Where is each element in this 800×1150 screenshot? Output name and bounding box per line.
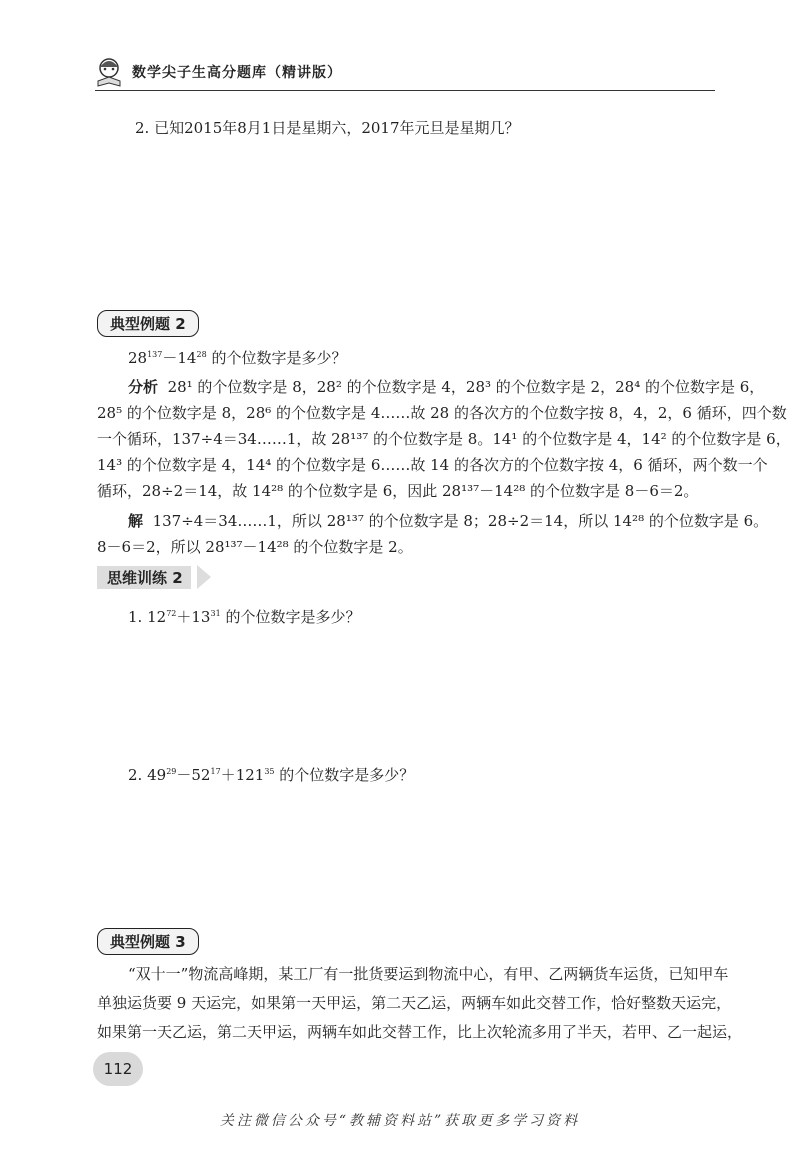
analysis-label: 分析 — [128, 378, 159, 396]
header-divider — [95, 90, 715, 91]
analysis-line-2: 28⁵ 的个位数字是 8，28⁶ 的个位数字是 4……故 28 的各次方的个位数字按 8，4，2，6 循环，四个数 — [97, 404, 787, 422]
example-3-line-3: 如果第一天乙运，第二天甲运，两辆车如此交替工作，比上次轮流多用了半天，若甲、乙一起运， — [97, 1023, 743, 1041]
analysis-line-3: 一个循环，137÷4＝34……1，故 28¹³⁷ 的个位数字是 8。14¹ 的个位数字是 4，14² 的个位数字是 6， — [97, 430, 791, 448]
previous-question-2: 2. 已知2015年8月1日是星期六，2017年元旦是星期几？ — [135, 119, 520, 137]
page-number: 112 — [93, 1052, 143, 1086]
analysis-line-4: 14³ 的个位数字是 4，14⁴ 的个位数字是 6……故 14 的各次方的个位数字按 4，6 循环，两个数一个 — [97, 456, 768, 474]
book-title: 数学尖子生高分题库（精讲版） — [132, 65, 342, 81]
example-3-label: 典型例题 3 — [97, 928, 199, 955]
example-3-line-2: 单独运货要 9 天运完，如果第一天甲运，第二天乙运，两辆车如此交替工作，恰好整数天运完， — [97, 994, 732, 1012]
solution-line-1: 解 137÷4＝34……1，所以 28¹³⁷ 的个位数字是 8；28÷2＝14，所以 14²⁸ 的个位数字是 6。 — [128, 512, 769, 530]
footer-note: 关注微信公众号“教辅资料站”获取更多学习资料 — [219, 1113, 581, 1129]
training-label-arrow-icon — [197, 565, 211, 589]
analysis-line-1: 分析 28¹ 的个位数字是 8，28² 的个位数字是 4，28³ 的个位数字是 2，28⁴ 的个位数字是 6， — [128, 378, 765, 396]
training-question-1: 1. $12^{72}+13^{31}$ 的个位数字是多少？ — [128, 608, 361, 626]
solution-label: 解 — [128, 512, 144, 530]
training-question-2: 2. $49^{29}-52^{17}+121^{35}$ 的个位数字是多少？ — [128, 766, 415, 784]
training-2-label: 思维训练 2 — [97, 566, 191, 589]
reading-child-logo-icon — [92, 55, 126, 89]
example-2-question: $28^{137}-14^{28}$ 的个位数字是多少？ — [128, 349, 347, 367]
analysis-line-5: 循环，28÷2＝14，故 14²⁸ 的个位数字是 6，因此 28¹³⁷－14²⁸ 的个位数字是 8－6＝2。 — [97, 482, 699, 500]
example-2-label: 典型例题 2 — [97, 310, 199, 337]
page-header — [92, 55, 342, 89]
example-3-line-1: “双十一”物流高峰期，某工厂有一批货要运到物流中心，有甲、乙两辆货车运货，已知甲车 — [128, 965, 729, 983]
solution-line-2: 8－6＝2，所以 28¹³⁷－14²⁸ 的个位数字是 2。 — [97, 538, 413, 556]
